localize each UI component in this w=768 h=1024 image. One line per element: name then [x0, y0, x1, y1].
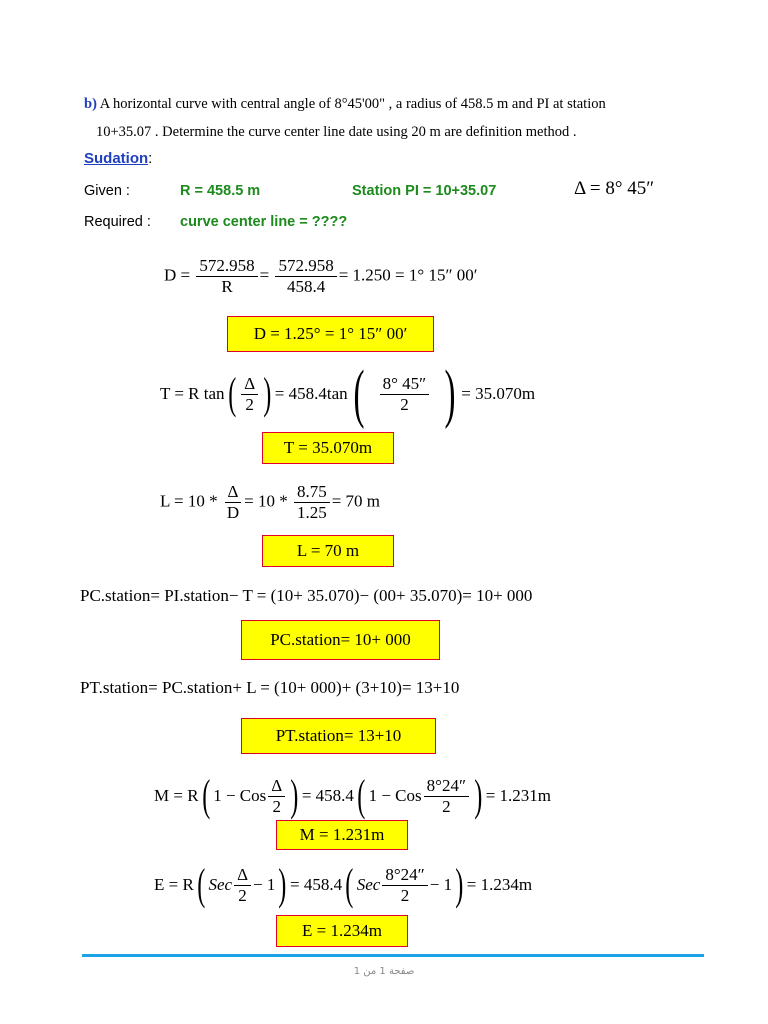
eq-d-frac-1: $\frac{572.958}{R}$ [196, 256, 257, 297]
footer-divider [82, 954, 704, 957]
eq-e-a: Sec [208, 875, 233, 894]
equation-d [164, 256, 478, 297]
given-station: Station PI = 10+35.07 [352, 183, 497, 199]
box-t: T = 35.070m [262, 432, 394, 464]
eq-m-b: 1 − Cos [368, 786, 422, 805]
eq-e-mid: = 458.4 [290, 875, 343, 894]
eq-d-equals: = [259, 265, 270, 285]
problem-label: b) [84, 96, 97, 112]
equation-pc: PC.station= PI.station− T = (10+ 35.070)− (00+ 35.070)= 10+ 000 [80, 586, 533, 605]
equation-pt: PT.station= PC.station+ L = (10+ 000)+ (3+10)= 13+10 [80, 678, 460, 697]
eq-t-lhs: T = R tan [160, 384, 225, 403]
box-e: E = 1.234m [276, 915, 408, 947]
problem-line-2: 10+35.07 . Determine the curve center line date using 20 m are definition method . [96, 124, 577, 140]
eq-m-frac-1: $\frac{\Delta}{2}$ [268, 776, 285, 817]
eq-l-mid: = 10 * [244, 491, 288, 511]
eq-l-lhs: L = 10 * [160, 491, 218, 511]
box-l: L = 70 m [262, 535, 394, 567]
eq-l-frac-1: $\frac{\Delta}{D}$ [224, 482, 242, 523]
eq-d-lhs: D = [164, 265, 191, 285]
problem-text-1: A horizontal curve with central angle of 8°45'00" , a radius of 458.5 m and PI at station [99, 96, 606, 112]
equation-t: T = R tan ( $\frac{\Delta}{2}$ ) = 458.4tan ( $\frac{8^\circ 45''}{2}$ ) = 35.070m [160, 357, 536, 430]
solution-colon: : [148, 150, 153, 167]
eq-e-frac-2: $\frac{8^\circ 24''}{2}$ [382, 865, 427, 906]
box-pc: PC.station= 10+ 000 [241, 620, 440, 660]
eq-e-a2: − 1 [253, 875, 276, 894]
page-number: صفحة 1 من 1 [353, 966, 415, 977]
eq-t-frac-1: $\frac{\Delta}{2}$ [241, 374, 258, 415]
eq-e-b: Sec [356, 875, 381, 894]
given-radius: R = 458.5 m [180, 183, 261, 199]
eq-m-lhs: M = R [154, 786, 199, 805]
required-value: curve center line = ???? [180, 214, 348, 230]
required-label: Required : [84, 214, 151, 230]
eq-t-frac-2: $\frac{8^\circ 45''}{2}$ [380, 374, 430, 415]
eq-d-rhs: = 1.250 = 1° 15″ 00′ [338, 265, 478, 285]
equation-m: M = R ( 1 − Cos $\frac{\Delta}{2}$ ) = 458.4 ( 1 − Cos $\frac{8^\circ 24''}{2}$ ) = 1.231m [154, 771, 551, 820]
box-m: M = 1.231m [276, 820, 408, 850]
box-pt: PT.station= 13+10 [241, 718, 436, 754]
equation-l [160, 482, 380, 523]
eq-l-rhs: = 70 m [331, 491, 381, 511]
eq-e-rhs: = 1.234m [466, 875, 533, 894]
eq-e-lhs: E = R [154, 875, 194, 894]
solution-heading: Sudation [84, 150, 149, 167]
eq-m-frac-2: $\frac{8^\circ 24''}{2}$ [424, 776, 469, 817]
eq-m-rhs: = 1.231m [485, 786, 551, 805]
solution-heading-row [84, 150, 152, 167]
eq-l-frac-2: $\frac{8.75}{1.25}$ [294, 482, 330, 523]
eq-d-frac-2: $\frac{572.958}{458.4}$ [275, 256, 336, 297]
eq-e-b2: − 1 [429, 875, 453, 894]
problem-line-1 [84, 94, 606, 114]
equation-e: E = R ( Sec $\frac{\Delta}{2}$ − 1 ) = 458.4 ( Sec $\frac{8^\circ 24''}{2}$ − 1 ) = 1.234m [154, 860, 533, 909]
box-d: D = 1.25° = 1° 15″ 00′ [227, 316, 434, 352]
eq-t-mid: = 458.4tan [274, 384, 348, 403]
eq-e-frac-1: $\frac{\Delta}{2}$ [234, 865, 251, 906]
eq-m-mid: = 458.4 [301, 786, 354, 805]
eq-t-rhs: = 35.070m [461, 384, 536, 403]
given-delta: Δ = 8° 45″ [574, 178, 655, 199]
eq-m-a: 1 − Cos [213, 786, 267, 805]
given-label: Given : [84, 183, 130, 199]
